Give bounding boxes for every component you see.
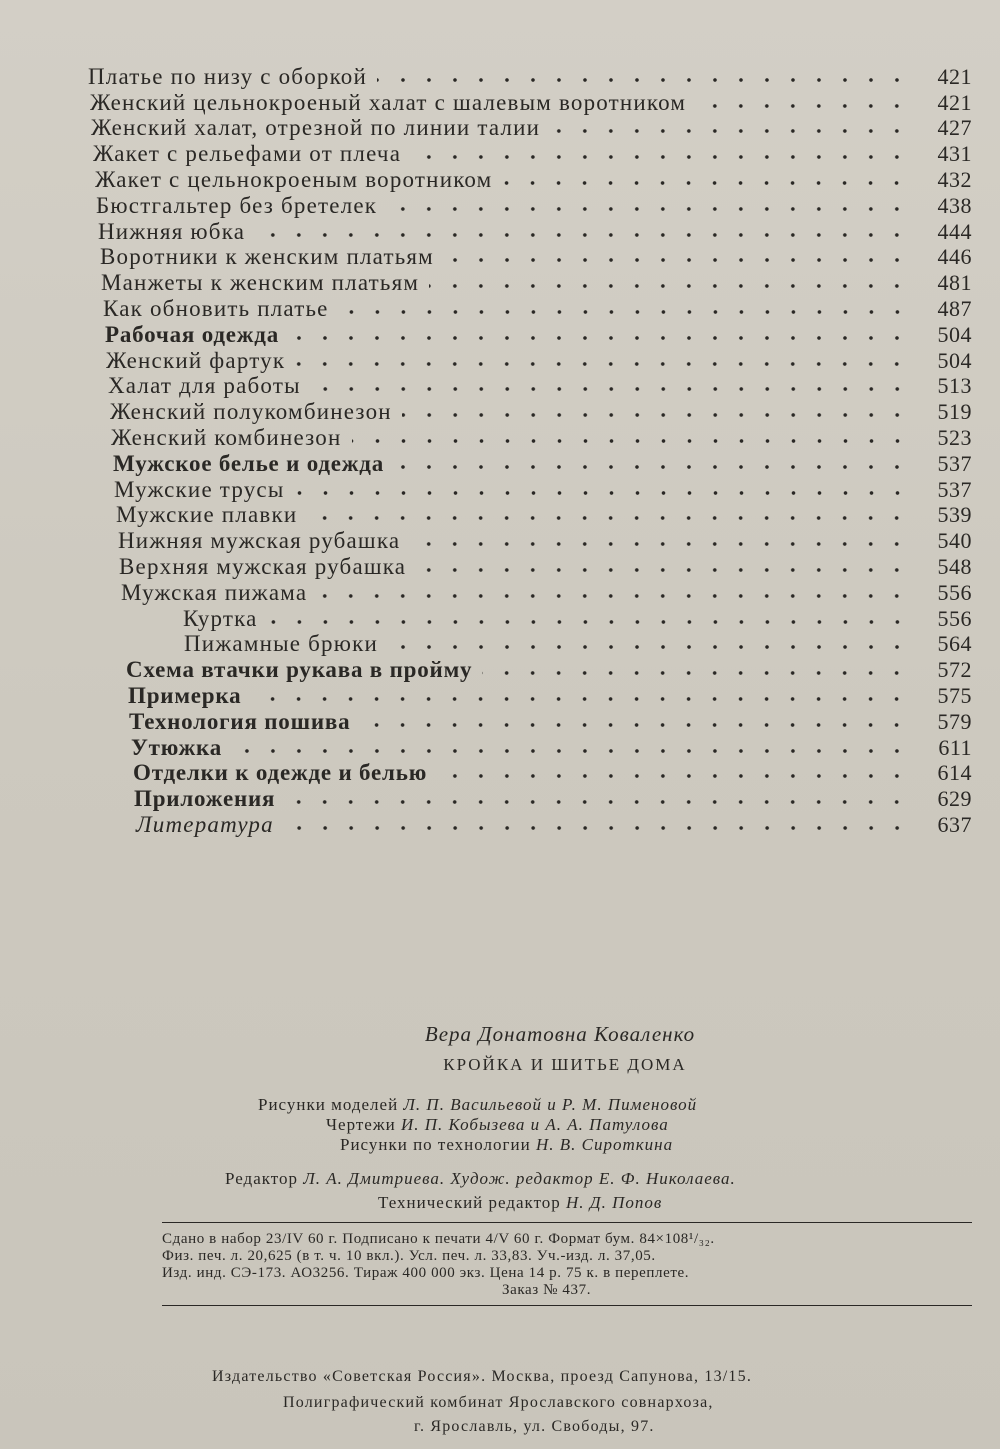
toc-entry xyxy=(0,681,1000,707)
toc-leader-dots xyxy=(377,77,910,83)
toc-entry-title: Женский фартук xyxy=(106,347,286,373)
toc-leader-dots xyxy=(360,722,910,728)
toc-entry xyxy=(0,114,1000,140)
toc-leader-dots xyxy=(416,567,910,573)
toc-entry-title: Верхняя мужская рубашка xyxy=(119,553,407,579)
toc-entry-page: 614 xyxy=(937,760,972,786)
toc-leader-dots xyxy=(339,309,910,315)
toc-entry xyxy=(0,810,1000,836)
toc-entry-title: Схема втачки рукава в пройму xyxy=(126,657,473,683)
toc-entry-page: 421 xyxy=(937,89,972,115)
toc-leader-dots xyxy=(268,619,910,625)
toc-entry-title: Женский полукомбинезон xyxy=(110,399,392,425)
toc-entry-page: 637 xyxy=(937,811,972,837)
toc-entry xyxy=(0,191,1000,217)
toc-entry-title: Отделки к одежде и белью xyxy=(133,760,428,786)
toc-leader-dots xyxy=(410,541,910,547)
toc-entry xyxy=(0,707,1000,733)
toc-leader-dots xyxy=(394,464,910,470)
toc-leader-dots xyxy=(502,180,910,186)
toc-entry-title: Манжеты к женским платьям xyxy=(101,270,420,296)
toc-entry-page: 513 xyxy=(937,373,972,399)
toc-entry-page: 432 xyxy=(937,166,972,192)
toc-entry xyxy=(0,346,1000,372)
imprint-line: Сдано в набор 23/IV 60 г. Подписано к печати 4/V 60 г. Формат бум. 84×108¹/₃₂. xyxy=(162,1231,715,1247)
toc-entry-title: Как обновить платье xyxy=(103,295,329,321)
toc-leader-dots xyxy=(402,412,910,418)
author-name: Вера Донатовна Коваленко xyxy=(424,1022,696,1046)
toc-entry-page: 444 xyxy=(937,218,972,244)
toc-entry-title: Литература xyxy=(136,811,274,837)
toc-entry xyxy=(0,423,1000,449)
toc-entry-page: 537 xyxy=(937,476,972,502)
toc-entry xyxy=(0,449,1000,475)
toc-entry-title: Рабочая одежда xyxy=(105,321,280,347)
toc-leader-dots xyxy=(295,490,911,496)
toc-entry-title: Женский халат, отрезной по линии талии xyxy=(91,115,541,141)
toc-leader-dots xyxy=(352,438,911,444)
toc-entry-title: Пижамные брюки xyxy=(184,631,378,657)
toc-entry-title: Приложения xyxy=(134,786,276,812)
toc-leader-dots xyxy=(289,335,910,341)
toc-entry-title: Нижняя мужская рубашка xyxy=(118,528,401,554)
toc-leader-dots xyxy=(696,103,910,109)
toc-leader-dots xyxy=(482,670,910,676)
toc-entry-page: 556 xyxy=(937,605,972,631)
toc-entry-title: Мужская пижама xyxy=(121,579,308,605)
toc-entry-page: 519 xyxy=(937,399,972,425)
toc-entry xyxy=(0,294,1000,320)
credit-line-tech-editor: Технический редактор Н. Д. Попов xyxy=(378,1193,663,1212)
toc-entry-page: 548 xyxy=(937,553,972,579)
toc-entry-title: Мужские плавки xyxy=(116,502,298,528)
toc-entry xyxy=(0,552,1000,578)
publisher-line: г. Ярославль, ул. Свободы, 97. xyxy=(414,1418,655,1435)
toc-entry-title: Утюжка xyxy=(131,734,223,760)
toc-entry-title: Платье по низу с оборкой xyxy=(88,63,368,89)
toc-entry-page: 427 xyxy=(937,115,972,141)
toc-entry-title: Куртка xyxy=(183,605,258,631)
toc-leader-dots xyxy=(311,386,910,392)
publisher-line: Полиграфический комбинат Ярославского совнархоза, xyxy=(283,1394,714,1411)
toc-entry-page: 575 xyxy=(937,682,972,708)
toc-leader-dots xyxy=(411,154,910,160)
toc-entry-title: Технология пошива xyxy=(129,708,351,734)
toc-leader-dots xyxy=(437,773,910,779)
toc-leader-dots xyxy=(550,128,910,134)
toc-entry-title: Примерка xyxy=(128,682,242,708)
toc-entry-title: Нижняя юбка xyxy=(98,218,246,244)
toc-entry xyxy=(0,578,1000,604)
toc-entry xyxy=(0,139,1000,165)
toc-entry-title: Мужские трусы xyxy=(114,476,285,502)
toc-leader-dots xyxy=(429,283,910,289)
toc-entry-page: 611 xyxy=(938,734,972,760)
toc-entry-page: 504 xyxy=(937,347,972,373)
toc-entry-page: 487 xyxy=(937,295,972,321)
toc-leader-dots xyxy=(317,593,910,599)
toc-entry-page: 629 xyxy=(937,786,972,812)
toc-leader-dots xyxy=(255,232,910,238)
toc-entry-title: Жакет с цельнокроеным воротником xyxy=(95,166,493,192)
book-title: КРОЙКА И ШИТЬЕ ДОМА xyxy=(443,1055,687,1074)
toc-leader-dots xyxy=(284,825,910,831)
toc-entry-page: 481 xyxy=(937,270,972,296)
toc-leader-dots xyxy=(307,515,910,521)
toc-entry-page: 540 xyxy=(937,528,972,554)
toc-entry xyxy=(0,320,1000,346)
toc-entry-title: Женский цельнокроеный халат с шалевым воротником xyxy=(90,89,687,115)
toc-entry-page: 523 xyxy=(937,424,972,450)
toc-entry xyxy=(0,475,1000,501)
credit-line-models: Рисунки моделей Л. П. Васильевой и Р. М. Пименовой xyxy=(258,1095,698,1114)
toc-entry-page: 572 xyxy=(937,657,972,683)
toc-entry-title: Мужское белье и одежда xyxy=(113,450,385,476)
imprint-line: Изд. инд. СЭ-173. АО3256. Тираж 400 000 экз. Цена 14 р. 75 к. в переплете. xyxy=(162,1265,690,1281)
toc-leader-dots xyxy=(285,799,910,805)
toc-entry xyxy=(0,217,1000,243)
credit-line-tech-drawings: Рисунки по технологии Н. В. Сироткина xyxy=(340,1135,674,1154)
toc-leader-dots xyxy=(388,644,910,650)
imprint-line: Физ. печ. л. 20,625 (в т. ч. 10 вкл.). Усл. печ. л. 33,83. Уч.-изд. л. 37,05. xyxy=(162,1248,656,1264)
toc-entry xyxy=(0,372,1000,398)
toc-entry-page: 539 xyxy=(937,502,972,528)
toc-entry-page: 537 xyxy=(937,450,972,476)
toc-entry-title: Жакет с рельефами от плеча xyxy=(93,141,402,167)
toc-entry xyxy=(0,630,1000,656)
toc-entry xyxy=(0,733,1000,759)
toc-entry-page: 438 xyxy=(937,192,972,218)
toc-entry-title: Бюстгальтер без бретелек xyxy=(96,192,378,218)
toc-leader-dots xyxy=(251,696,910,702)
toc-leader-dots xyxy=(444,257,910,263)
toc-entry xyxy=(0,526,1000,552)
toc-entry xyxy=(0,784,1000,810)
toc-entry xyxy=(0,604,1000,630)
toc-entry xyxy=(0,243,1000,269)
imprint-order: Заказ № 437. xyxy=(502,1282,592,1298)
toc-entry xyxy=(0,501,1000,527)
toc-entry xyxy=(0,268,1000,294)
toc-leader-dots xyxy=(295,361,910,367)
toc-entry xyxy=(0,88,1000,114)
toc-entry-page: 579 xyxy=(937,708,972,734)
table-of-contents xyxy=(0,62,1000,836)
toc-leader-dots xyxy=(387,206,910,212)
credit-line-drawings: Чертежи И. П. Кобызева и А. А. Патулова xyxy=(326,1115,669,1134)
toc-entry xyxy=(0,62,1000,88)
toc-entry-page: 446 xyxy=(937,244,972,270)
toc-entry-page: 556 xyxy=(937,579,972,605)
toc-entry-page: 564 xyxy=(937,631,972,657)
toc-entry xyxy=(0,759,1000,785)
toc-entry xyxy=(0,165,1000,191)
publisher-line: Издательство «Советская Россия». Москва, проезд Сапунова, 13/15. xyxy=(212,1368,753,1385)
toc-entry-page: 421 xyxy=(937,63,972,89)
toc-entry-page: 431 xyxy=(937,141,972,167)
toc-entry-title: Халат для работы xyxy=(108,373,301,399)
toc-entry-title: Воротники к женским платьям xyxy=(100,244,434,270)
imprint-block xyxy=(162,1222,972,1306)
toc-leader-dots xyxy=(232,748,910,754)
credit-line-editor: Редактор Л. А. Дмитриева. Худож. редактор Е. Ф. Николаева. xyxy=(225,1169,736,1188)
toc-entry-page: 504 xyxy=(937,321,972,347)
toc-entry-title: Женский комбинезон xyxy=(111,424,342,450)
toc-entry xyxy=(0,655,1000,681)
toc-entry xyxy=(0,397,1000,423)
